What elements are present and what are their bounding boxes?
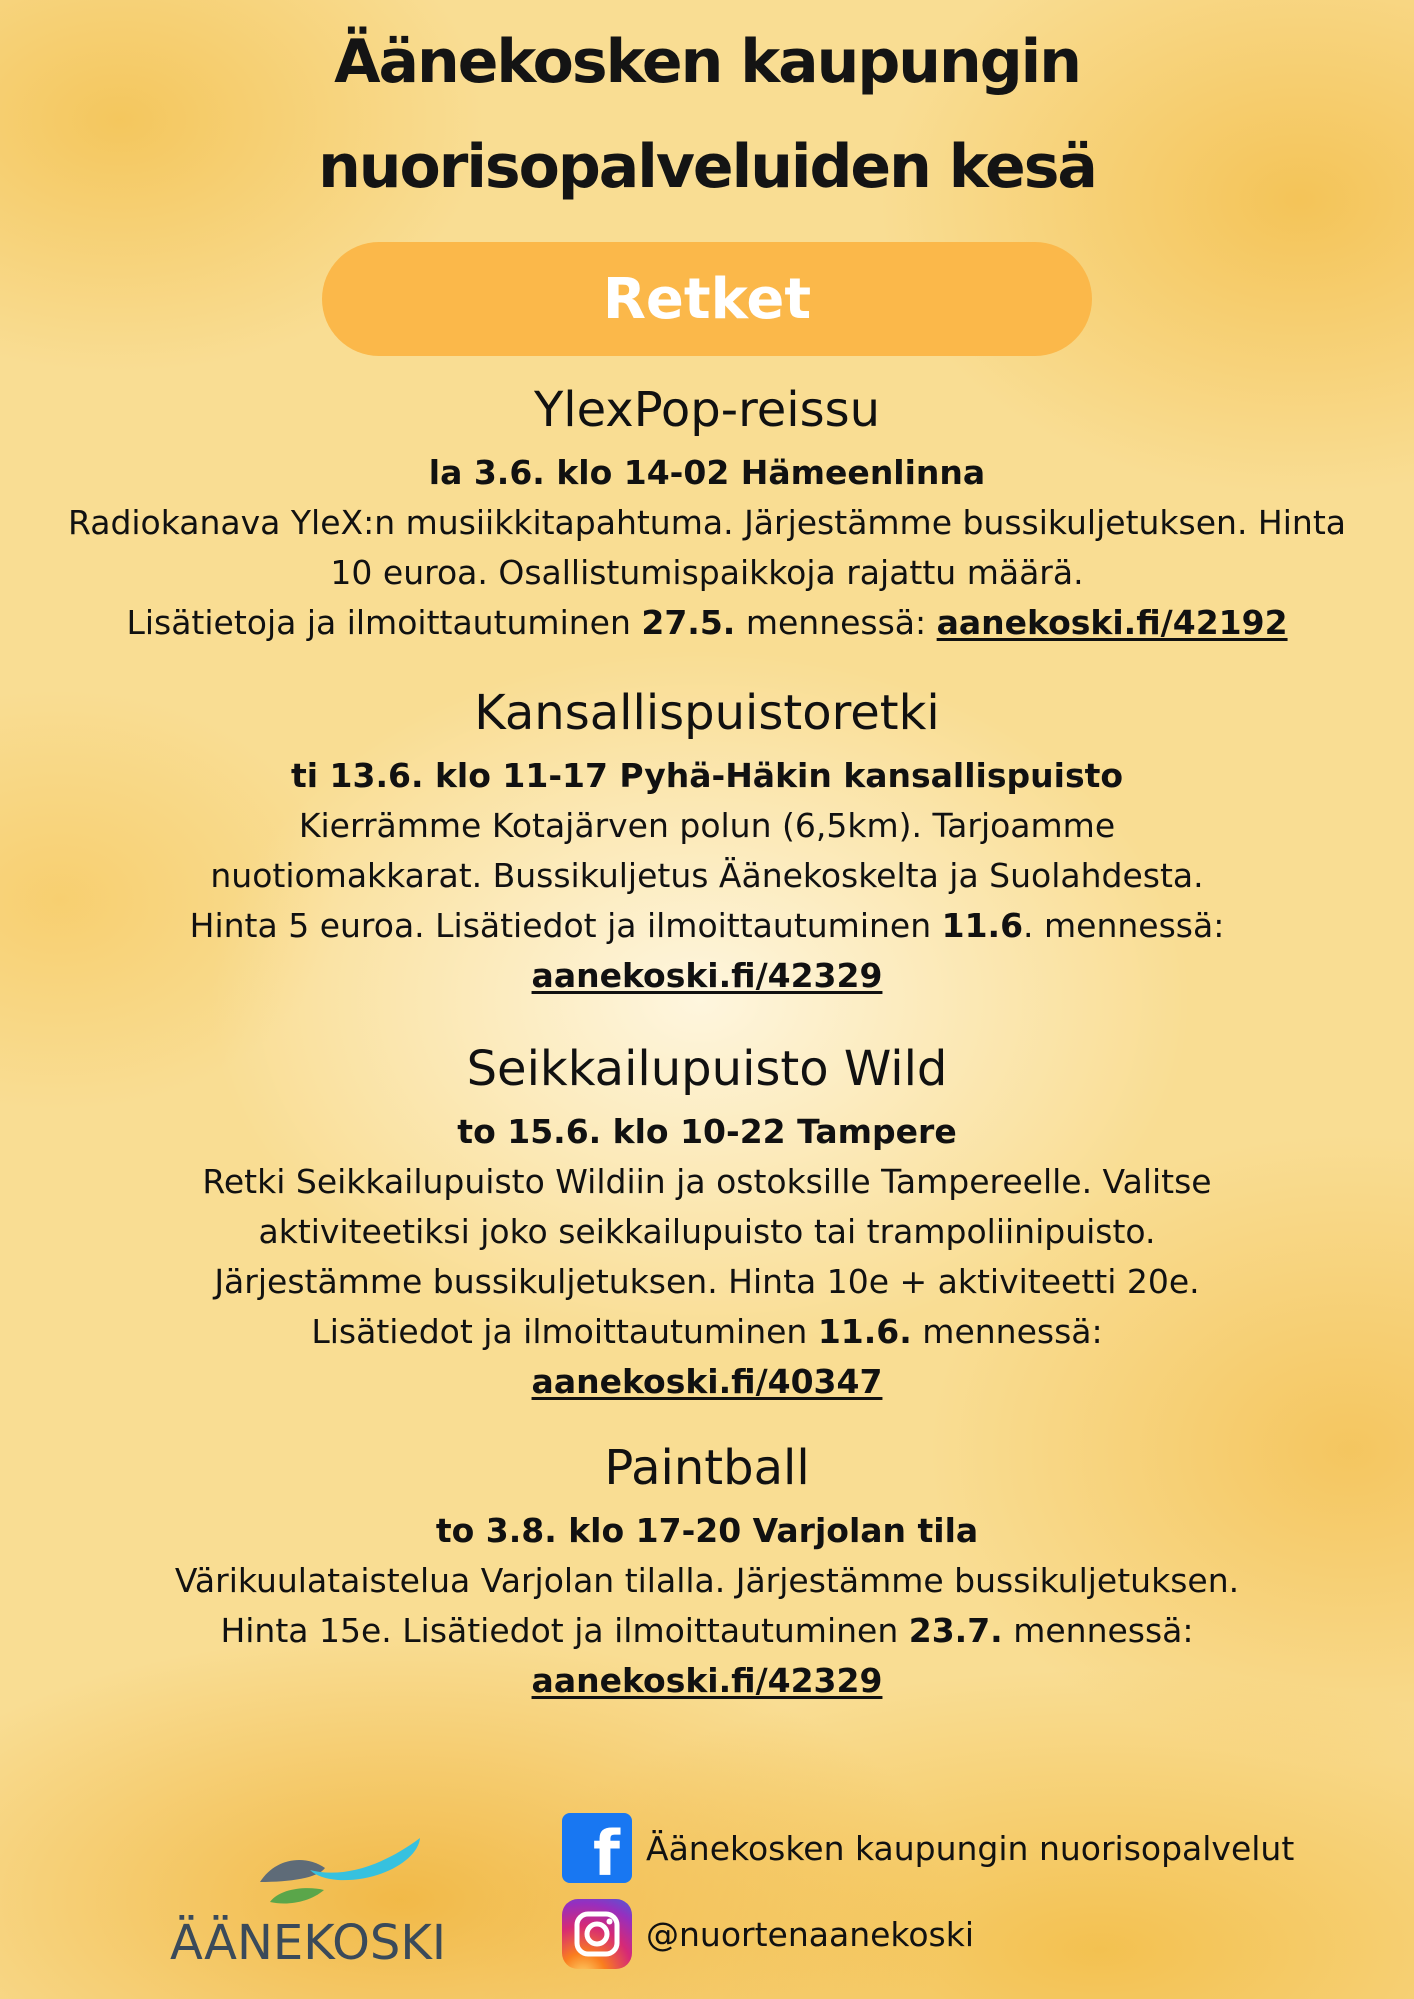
event-title: Seikkailupuisto Wild: [466, 1041, 948, 1097]
event-link[interactable]: aanekoski.fi/42329: [531, 1661, 883, 1700]
event-desc-line: [30, 951, 1384, 1001]
event-desc-line: Kierrämme Kotajärven polun (6,5km). Tarjoamme: [298, 806, 1116, 845]
event-description: [30, 498, 1384, 648]
event-desc-line: 10 euroa. Osallistumispaikkoja rajattu määrä.: [330, 553, 1084, 592]
page-title-line2: nuorisopalveluiden kesä: [318, 132, 1096, 202]
event-datetime: ti 13.6. klo 11-17 Pyhä-Häkin kansallispuisto: [290, 756, 1124, 795]
event-desc-line: [30, 1307, 1384, 1357]
instagram-icon: [562, 1899, 632, 1969]
event-link[interactable]: aanekoski.fi/40347: [531, 1362, 883, 1401]
event-desc-line: [30, 598, 1384, 648]
event-seikkailupuisto: [30, 1039, 1384, 1407]
section-badge: [322, 242, 1092, 356]
event-desc-line: aktiviteetiksi joko seikkailupuisto tai trampoliinipuisto.: [258, 1212, 1156, 1251]
page-title: [0, 10, 1414, 220]
event-title: YlexPop-reissu: [533, 382, 881, 438]
event-desc-line: [30, 1357, 1384, 1407]
event-desc-text: mennessä:: [1002, 1611, 1194, 1650]
event-title: Kansallispuistoretki: [474, 685, 940, 741]
event-paintball: [30, 1438, 1384, 1706]
page-title-line1: Äänekosken kaupungin: [334, 27, 1080, 97]
event-datetime: la 3.6. klo 14-02 Hämeenlinna: [428, 453, 986, 492]
section-badge-label: Retket: [602, 266, 812, 332]
event-link[interactable]: aanekoski.fi/42329: [531, 956, 883, 995]
event-title: Paintball: [604, 1440, 810, 1496]
instagram-link[interactable]: [562, 1899, 974, 1969]
event-desc-line: Värikuulataistelua Varjolan tilalla. Järjestämme bussikuljetuksen.: [174, 1561, 1240, 1600]
event-desc-text: . mennessä:: [1023, 906, 1225, 945]
facebook-icon: [562, 1813, 632, 1890]
event-ylexpop: [30, 380, 1384, 648]
event-deadline: 11.6: [941, 906, 1024, 945]
facebook-icon-letter: f: [593, 1817, 620, 1890]
event-desc-text: Hinta 15e. Lisätiedot ja ilmoittautuminen: [220, 1611, 909, 1650]
event-datetime: to 15.6. klo 10-22 Tampere: [457, 1112, 957, 1151]
instagram-label: @nuortenaanekoski: [646, 1914, 975, 1954]
event-description: [30, 801, 1384, 1001]
event-desc-text: Hinta 5 euroa. Lisätiedot ja ilmoittautuminen: [189, 906, 942, 945]
event-link[interactable]: aanekoski.fi/42192: [936, 603, 1288, 642]
event-desc-line: Järjestämme bussikuljetuksen. Hinta 10e + aktiviteetti 20e.: [214, 1262, 1200, 1301]
instagram-icon-glyph: [562, 1899, 632, 1969]
facebook-label: Äänekosken kaupungin nuorisopalvelut: [646, 1828, 1295, 1868]
event-desc-text: mennessä:: [911, 1312, 1103, 1351]
event-desc-line: [30, 1656, 1384, 1706]
aanekoski-logo: [170, 1830, 460, 1970]
event-desc-line: [30, 1606, 1384, 1656]
event-desc-text: Lisätietoja ja ilmoittautuminen: [126, 603, 642, 642]
event-description: [30, 1556, 1384, 1706]
aanekoski-logo-mark: [250, 1830, 470, 1910]
event-kansallispuistoretki: [30, 683, 1384, 1001]
event-datetime: to 3.8. klo 17-20 Varjolan tila: [435, 1511, 979, 1550]
event-desc-line: nuotiomakkarat. Bussikuljetus Äänekoskelta ja Suolahdesta.: [210, 856, 1204, 895]
event-deadline: 11.6.: [817, 1312, 912, 1351]
event-deadline: 23.7.: [908, 1611, 1003, 1650]
event-desc-text: Lisätiedot ja ilmoittautuminen: [311, 1312, 818, 1351]
event-deadline: 27.5.: [641, 603, 736, 642]
event-desc-line: Radiokanava YleX:n musiikkitapahtuma. Järjestämme bussikuljetuksen. Hinta: [68, 503, 1346, 542]
event-desc-line: [30, 901, 1384, 951]
aanekoski-logo-text: ÄÄNEKOSKI: [170, 1915, 446, 1971]
event-desc-text: mennessä:: [735, 603, 937, 642]
event-description: [30, 1157, 1384, 1407]
facebook-link[interactable]: [562, 1813, 1295, 1890]
event-desc-line: Retki Seikkailupuisto Wildiin ja ostoksille Tampereelle. Valitse: [202, 1162, 1212, 1201]
